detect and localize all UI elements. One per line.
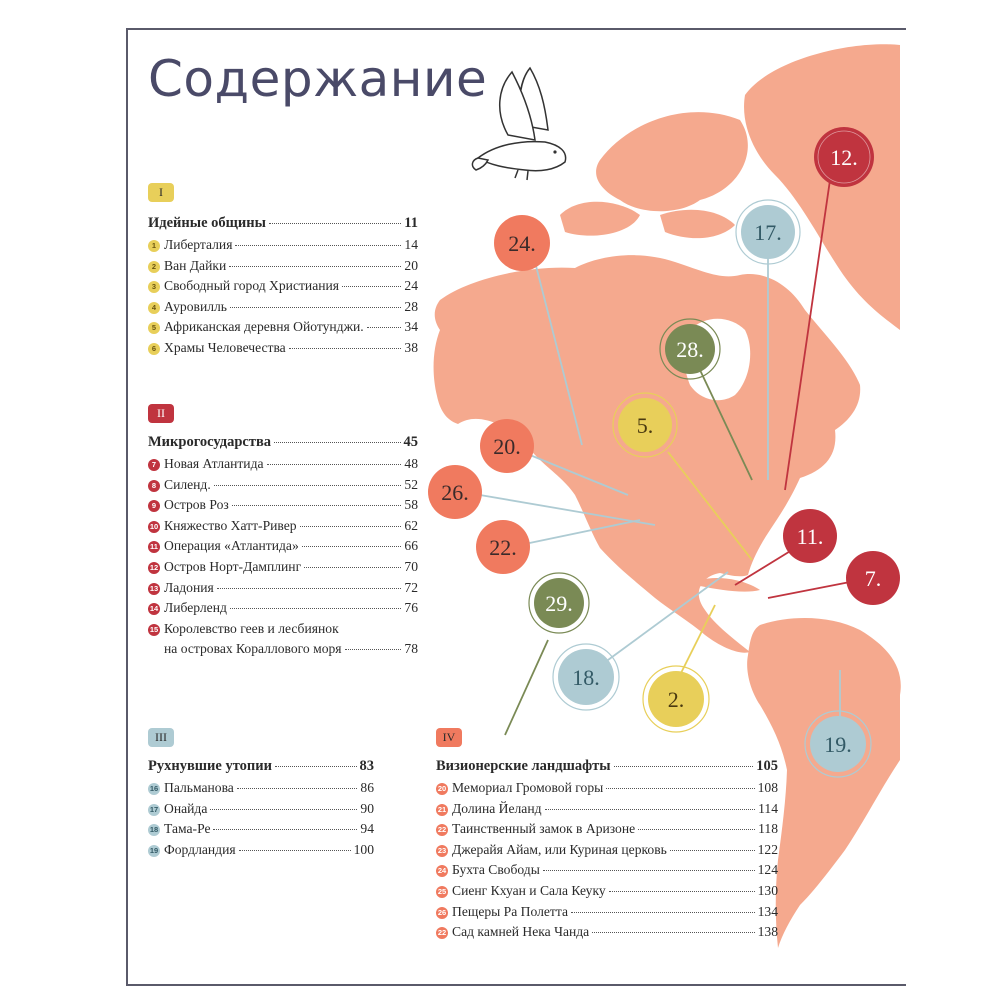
entry-number-badge: 17 <box>149 804 159 814</box>
entry-page: 86 <box>360 780 374 795</box>
map-marker <box>814 127 874 187</box>
entry-title: Королевство геев и лесбиянок <box>164 620 339 636</box>
dot-leader <box>213 829 357 830</box>
toc-entry[interactable] <box>148 559 418 580</box>
dot-leader <box>302 546 402 547</box>
entry-page: 124 <box>757 862 778 878</box>
entry-number-badge: 16 <box>149 784 159 793</box>
entry-page: 72 <box>404 579 418 595</box>
entry-number-badge: 21 <box>437 804 447 814</box>
entry-number-badge: 5 <box>148 322 160 334</box>
section-heading[interactable] <box>148 215 418 237</box>
entry-title: Сиенг Кхуан и Сала Кеуку <box>452 882 606 898</box>
owl-body <box>478 142 566 171</box>
owl-eye <box>553 150 556 153</box>
entry-page: 78 <box>404 641 418 657</box>
entry-title: Мемориал Громовой горы <box>452 780 604 795</box>
entry-page: 90 <box>360 800 374 816</box>
entry-title: Остров Норт-Дамплинг <box>164 558 302 574</box>
entry-number-badge: 22 <box>437 928 447 938</box>
entry-page: 28 <box>404 298 418 314</box>
toc-section <box>148 758 374 862</box>
map-marker-label: 2. <box>667 687 685 712</box>
section-page: 45 <box>403 434 418 450</box>
entry-page: 122 <box>757 841 778 857</box>
entry-number-badge: 23 <box>437 845 447 855</box>
leader-line <box>505 640 548 735</box>
toc-entry[interactable] <box>148 340 418 361</box>
toc-entry[interactable] <box>148 580 418 601</box>
map-marker <box>846 551 900 605</box>
entry-number-badge: 2 <box>148 261 160 273</box>
map-marker <box>805 711 871 777</box>
map-marker <box>613 393 677 457</box>
entry-number-badge: 22 <box>437 825 447 835</box>
entry-number-badge: 24 <box>437 866 447 876</box>
entry-title: Африканская деревня Ойотунджи. <box>164 319 364 335</box>
entry-title: Долина Йеланд <box>452 800 542 816</box>
entry-page: 52 <box>404 476 418 492</box>
dot-leader <box>609 891 755 892</box>
entry-page: 114 <box>758 800 778 816</box>
section-page: 105 <box>756 758 778 774</box>
entry-page: 130 <box>757 882 778 898</box>
map-marker <box>736 200 800 264</box>
entry-page: 100 <box>353 841 374 857</box>
dot-leader <box>606 788 754 789</box>
entry-number-badge: 25 <box>437 886 447 896</box>
dot-leader <box>342 286 401 287</box>
dot-leader <box>638 829 755 830</box>
toc-entry[interactable] <box>436 862 778 883</box>
toc-section <box>148 434 418 662</box>
section-title: Идейные общины <box>148 215 266 231</box>
entry-number-badge: 4 <box>148 302 160 314</box>
map-marker <box>529 573 589 633</box>
entry-page: 34 <box>404 319 418 335</box>
toc-entry[interactable] <box>148 538 418 559</box>
entry-page: 108 <box>757 780 778 795</box>
dot-leader <box>275 766 357 767</box>
entry-page: 24 <box>404 278 418 294</box>
toc-entry[interactable] <box>148 319 418 340</box>
section-numeral: IV <box>436 728 462 747</box>
map-marker-label: 17. <box>754 220 782 245</box>
dot-leader <box>230 608 402 609</box>
dot-leader <box>235 245 401 246</box>
entry-number-badge: 1 <box>148 240 160 252</box>
toc-entry[interactable] <box>148 518 418 539</box>
dot-leader <box>592 932 754 933</box>
dot-leader <box>614 766 754 767</box>
toc-entry[interactable] <box>436 842 778 863</box>
toc-entry[interactable] <box>436 801 778 822</box>
entry-number-badge: 18 <box>149 825 159 835</box>
section-numeral: I <box>148 183 174 202</box>
entry-page: 14 <box>404 237 418 252</box>
dot-leader <box>300 526 402 527</box>
entry-page: 138 <box>757 924 778 940</box>
toc-entry[interactable] <box>436 924 778 945</box>
entry-number-badge: 11 <box>148 541 160 553</box>
entry-title: Ван Дайки <box>164 257 227 273</box>
dot-leader <box>214 485 402 486</box>
toc-entry[interactable] <box>148 258 418 279</box>
section-heading[interactable] <box>148 758 374 780</box>
dot-leader <box>367 327 402 328</box>
dot-leader <box>274 442 400 443</box>
entry-number-badge: 20 <box>437 784 447 793</box>
toc-entry[interactable] <box>148 477 418 498</box>
dot-leader <box>543 870 755 871</box>
dot-leader <box>229 266 401 267</box>
entry-page: 76 <box>404 600 418 616</box>
toc-entry[interactable] <box>148 237 418 258</box>
map-marker <box>480 419 534 473</box>
toc-entry[interactable] <box>436 904 778 925</box>
dot-leader <box>269 223 401 224</box>
toc-entry[interactable] <box>148 842 374 863</box>
dot-leader <box>230 307 401 308</box>
section-heading[interactable] <box>436 758 778 780</box>
entry-title: Тама-Ре <box>164 821 211 837</box>
entry-number-badge: 6 <box>148 343 160 355</box>
map-marker-label: 20. <box>493 434 521 459</box>
toc-entry[interactable] <box>148 299 418 320</box>
section-numeral: III <box>148 728 174 747</box>
entry-title: Силенд. <box>164 476 211 492</box>
entry-title: Сад камней Нека Чанда <box>452 924 590 940</box>
toc-entry[interactable] <box>148 600 418 621</box>
toc-section <box>148 215 418 361</box>
toc-entry[interactable] <box>148 456 418 477</box>
section-title: Рухнувшие утопии <box>148 758 272 774</box>
arctic-islands-shape <box>596 112 748 211</box>
dot-leader <box>217 588 402 589</box>
entry-title: Пещеры Ра Полетта <box>452 903 569 919</box>
entry-title: Таинственный замок в Аризоне <box>452 821 636 837</box>
entry-page: 118 <box>758 821 778 837</box>
entry-number-badge: 10 <box>149 521 159 531</box>
entry-page: 48 <box>404 456 418 471</box>
owl-feet <box>515 170 528 180</box>
arctic-island-small-2 <box>660 210 735 238</box>
section-title: Визионерские ландшафты <box>436 758 611 774</box>
toc-entry[interactable] <box>148 621 418 642</box>
map-marker-label: 26. <box>441 480 469 505</box>
map-marker <box>494 215 550 271</box>
entry-page: 20 <box>404 257 418 273</box>
entry-number-badge: 9 <box>148 500 160 512</box>
dot-leader <box>289 348 402 349</box>
entry-title: Ладония <box>164 579 214 595</box>
map-marker-label: 5. <box>636 413 654 438</box>
toc-section <box>436 758 778 945</box>
map-marker-label: 12. <box>830 145 858 170</box>
map-marker <box>783 509 837 563</box>
entry-page: 66 <box>404 538 418 554</box>
section-page: 11 <box>404 215 418 231</box>
leader-line <box>768 582 850 598</box>
entry-title: Джерайя Айам, или Куриная церковь <box>452 841 667 857</box>
section-title: Микрогосударства <box>148 434 272 450</box>
toc-entry[interactable] <box>148 801 374 822</box>
entry-number-badge: 13 <box>149 583 159 593</box>
dot-leader <box>210 809 357 810</box>
toc-entry[interactable] <box>148 821 374 842</box>
map-marker-label: 24. <box>508 231 536 256</box>
entry-title-continued: на островах Кораллового моря <box>164 641 342 657</box>
section-numeral: II <box>148 404 174 423</box>
entry-number-badge: 15 <box>149 624 159 634</box>
section-page: 83 <box>359 758 374 774</box>
dot-leader <box>237 788 358 789</box>
entry-number-badge: 19 <box>149 845 159 855</box>
owl-tail <box>472 158 488 170</box>
toc-entry[interactable] <box>148 780 374 801</box>
entry-page: 62 <box>404 517 418 533</box>
entry-number-badge: 8 <box>148 480 160 492</box>
map-marker-label: 18. <box>572 665 600 690</box>
toc-entry[interactable] <box>148 497 418 518</box>
section-heading[interactable] <box>148 434 418 456</box>
entry-title: Ауровилль <box>164 298 227 314</box>
entry-title: Храмы Человечества <box>164 339 286 355</box>
entry-number-badge: 26 <box>437 907 447 917</box>
dot-leader <box>232 505 402 506</box>
map-marker <box>476 520 530 574</box>
dot-leader <box>345 649 402 650</box>
map-marker-label: 29. <box>545 591 573 616</box>
dot-leader <box>304 567 401 568</box>
entry-title: Свободный город Христиания <box>164 278 340 294</box>
entry-page: 58 <box>404 497 418 513</box>
entry-title: Операция «Атлантида» <box>164 538 299 554</box>
toc-entry[interactable] <box>436 883 778 904</box>
entry-number-badge: 7 <box>148 459 160 471</box>
map-marker <box>553 644 619 710</box>
toc-entry[interactable] <box>436 780 778 801</box>
entry-title: Новая Атлантида <box>164 456 264 471</box>
dot-leader <box>571 912 755 913</box>
entry-title: Пальманова <box>164 780 234 795</box>
map-marker <box>643 666 709 732</box>
entry-title: Остров Роз <box>164 497 229 513</box>
entry-title: Бухта Свободы <box>452 862 540 878</box>
dot-leader <box>670 850 755 851</box>
map-marker-label: 11. <box>796 524 824 549</box>
arctic-island-small <box>560 202 640 236</box>
entry-title: Либерталия <box>164 237 233 252</box>
entry-title: Либерленд <box>164 600 227 616</box>
entry-page: 70 <box>404 558 418 574</box>
dot-leader <box>267 464 402 465</box>
entry-number-badge: 3 <box>148 281 160 293</box>
map-marker-label: 22. <box>489 535 517 560</box>
page-title: Содержание <box>148 50 488 108</box>
map-marker <box>660 319 720 379</box>
toc-entry[interactable] <box>148 278 418 299</box>
dot-leader <box>545 809 756 810</box>
entry-number-badge: 14 <box>149 604 159 614</box>
toc-entry-continuation[interactable] <box>148 641 418 662</box>
toc-entry[interactable] <box>436 821 778 842</box>
map-marker-label: 7. <box>864 566 882 591</box>
entry-page: 134 <box>757 903 778 919</box>
entry-title: Онайда <box>164 800 208 816</box>
dot-leader <box>239 850 351 851</box>
entry-page: 94 <box>360 821 374 837</box>
map-marker-label: 19. <box>824 732 852 757</box>
entry-number-badge: 12 <box>149 562 159 572</box>
entry-page: 38 <box>404 339 418 355</box>
entry-title: Фордландия <box>164 841 236 857</box>
map-marker-label: 28. <box>676 337 704 362</box>
entry-title: Княжество Хатт-Ривер <box>164 517 297 533</box>
map-marker <box>428 465 482 519</box>
